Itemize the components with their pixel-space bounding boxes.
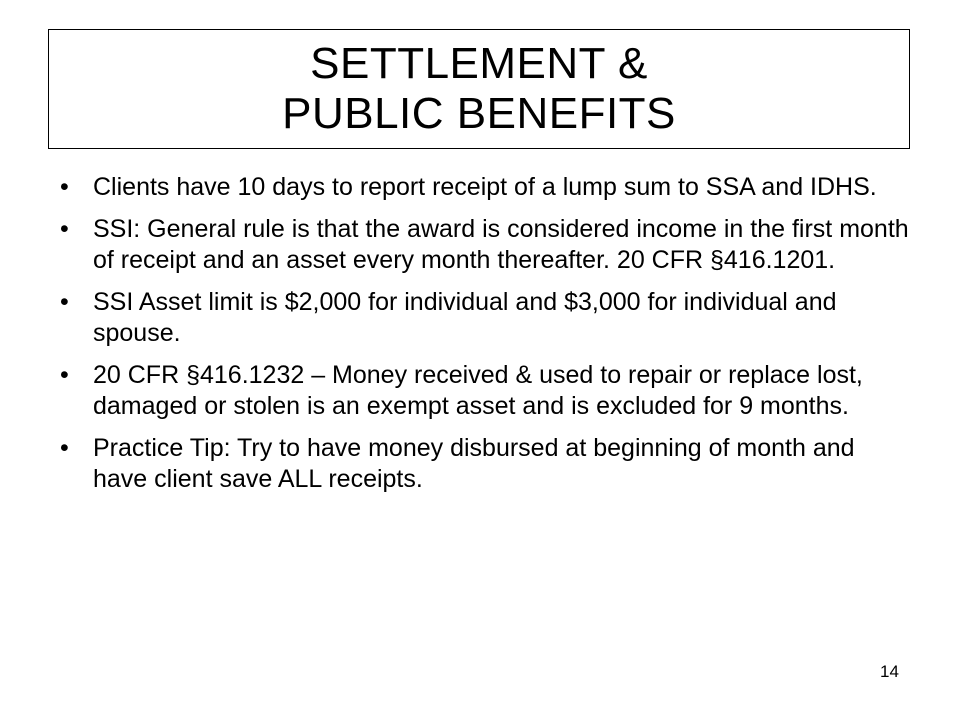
bullet-text: Clients have 10 days to report receipt of a lump sum to SSA and IDHS. [93,173,877,201]
bullet-marker: • [60,173,69,201]
bullet-list [60,172,910,506]
bullet-item [60,172,910,203]
bullet-marker: • [60,288,69,316]
title-line-2: PUBLIC BENEFITS [282,89,676,138]
bullet-marker: • [60,215,69,243]
bullet-marker: • [60,434,69,462]
bullet-text: Practice Tip: Try to have money disbursed at beginning of month and have client save ALL receipts. [93,434,855,493]
bullet-item [60,214,910,276]
title-line-1: SETTLEMENT & [310,39,648,88]
bullet-marker: • [60,361,69,389]
page-number: 14 [880,662,899,681]
bullet-text: 20 CFR §416.1232 – Money received & used to repair or replace lost, damaged or stolen is an exempt asset and is excluded for 9 months. [93,361,863,420]
bullet-item [60,287,910,349]
bullet-item [60,360,910,422]
bullet-text: SSI: General rule is that the award is considered income in the first month of receipt and an asset every month thereafter. 20 CFR §416.1201. [93,215,909,274]
bullet-text: SSI Asset limit is $2,000 for individual and $3,000 for individual and spouse. [93,288,837,347]
slide-title [48,29,910,149]
bullet-item [60,433,910,495]
